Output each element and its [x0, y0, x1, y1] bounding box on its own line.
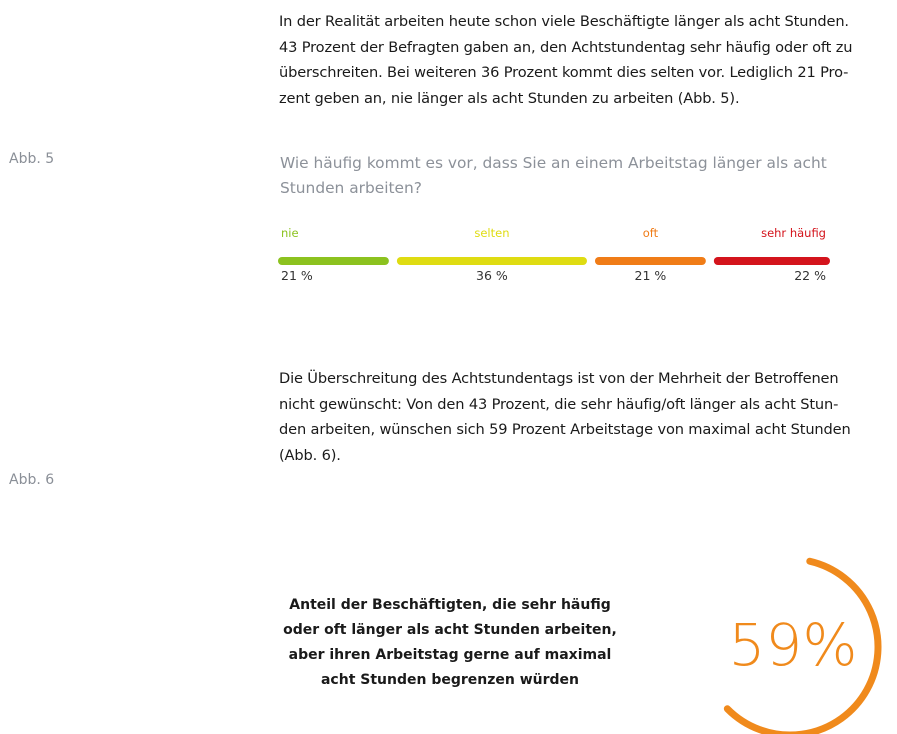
intro-line: zent geben an, nie länger als acht Stunden zu arbeiten (Abb. 5).	[279, 89, 740, 107]
bar-segment	[397, 257, 587, 265]
intro-line: In der Realität arbeiten heute schon viele Beschäftigte länger als acht Stunden.	[279, 13, 849, 30]
bar-segment	[278, 257, 389, 265]
chart-question-title	[280, 151, 840, 201]
category-label: oft	[642, 226, 659, 240]
caption-line: oder oft länger als acht Stunden arbeiten,	[283, 622, 617, 638]
bar-segment	[595, 257, 706, 265]
caption-line: Anteil der Beschäftigten, die sehr häufig	[289, 597, 611, 613]
percentage-ring-chart	[690, 544, 890, 734]
category-label: sehr häufig	[761, 226, 826, 240]
value-label: 22 %	[794, 268, 826, 283]
second-line: Die Überschreitung des Achtstundentags ist von der Mehrheit der Betroffenen	[279, 370, 839, 387]
caption-line: aber ihren Arbeitstag gerne auf maximal	[288, 647, 612, 663]
intro-paragraph	[279, 9, 879, 111]
frequency-stacked-bar-chart	[278, 222, 830, 294]
value-label: 21 %	[281, 268, 313, 283]
second-line: den arbeiten, wünschen sich 59 Prozent Arbeitstage von maximal acht Stunden	[279, 421, 851, 438]
category-label: selten	[474, 226, 510, 240]
ring-caption	[270, 593, 630, 693]
value-label: 21 %	[634, 268, 667, 283]
bar-segment	[714, 257, 830, 265]
value-label: 36 %	[476, 268, 508, 283]
question-line: Wie häufig kommt es vor, dass Sie an einem Arbeitstag länger als acht	[280, 154, 827, 172]
second-line: (Abb. 6).	[279, 446, 341, 464]
ring-value-label: 59%	[728, 611, 858, 679]
category-label: nie	[281, 226, 299, 240]
second-line: nicht gewünscht: Von den 43 Prozent, die sehr häufig/oft länger als acht Stun-	[279, 395, 839, 413]
second-paragraph	[279, 366, 879, 468]
caption-line: acht Stunden begrenzen würden	[320, 672, 580, 688]
figure-5-label: Abb. 5	[9, 151, 55, 167]
figure-6-label: Abb. 6	[9, 472, 55, 488]
intro-line: überschreiten. Bei weiteren 36 Prozent kommt dies selten vor. Lediglich 21 Pro-	[279, 64, 849, 81]
question-line: Stunden arbeiten?	[280, 179, 422, 197]
intro-line: 43 Prozent der Befragten gaben an, den Achtstundentag sehr häufig oder oft zu	[279, 38, 853, 56]
